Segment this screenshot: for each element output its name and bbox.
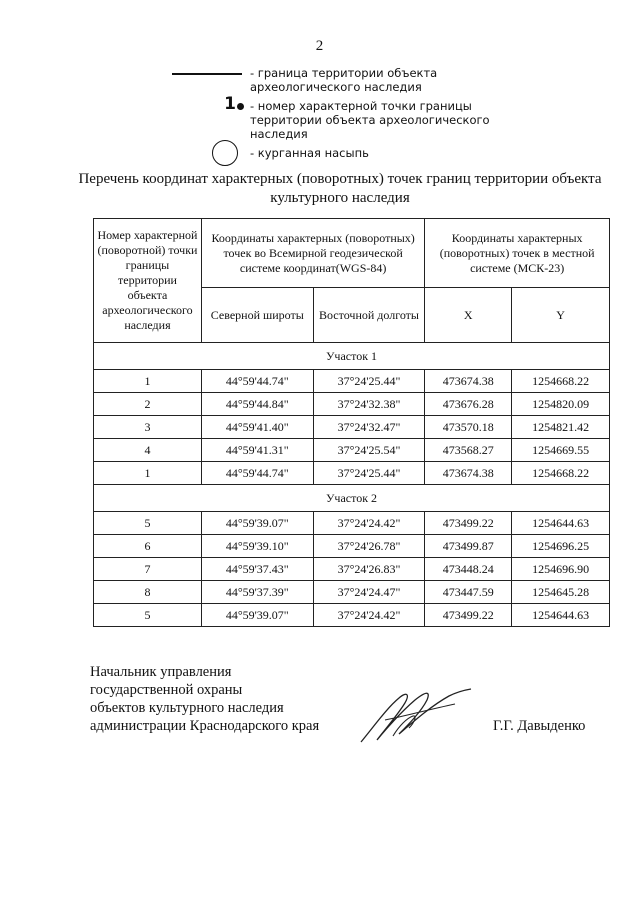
table-body (94, 343, 610, 627)
x-coordinate-cell: 473448.24 (425, 558, 512, 581)
page-number: 2 (315, 38, 324, 54)
table-row (94, 439, 610, 462)
north-latitude-cell: 44°59'41.31" (201, 439, 313, 462)
header-wgs84: Координаты характерных (поворотных) точек во Всемирной геодезической системе координат(WGS-84) (201, 219, 424, 288)
y-coordinate-cell: 1254668.22 (512, 370, 610, 393)
x-coordinate-cell: 473674.38 (425, 370, 512, 393)
east-longitude-cell: 37°24'24.42" (313, 512, 425, 535)
position-line: государственной охраны (90, 682, 243, 698)
header-north-latitude: Северной широты (201, 288, 313, 343)
y-coordinate-cell: 1254645.28 (512, 581, 610, 604)
x-coordinate-cell: 473570.18 (425, 416, 512, 439)
document-title: Перечень координат характерных (поворотных) точек границ территории объекта культурного наследия (78, 171, 602, 206)
point-number-cell: 5 (94, 512, 202, 535)
x-coordinate-cell: 473499.22 (425, 604, 512, 627)
y-coordinate-cell: 1254644.63 (512, 604, 610, 627)
mound-circle-icon (172, 146, 242, 162)
map-legend (172, 66, 532, 165)
east-longitude-cell: 37°24'26.78" (313, 535, 425, 558)
point-marker-icon (172, 94, 242, 115)
north-latitude-cell: 44°59'37.43" (201, 558, 313, 581)
y-coordinate-cell: 1254820.09 (512, 393, 610, 416)
position-line: Начальник управления (90, 664, 232, 680)
legend-text: - граница территории объекта археологического наследия (250, 66, 438, 94)
legend-item-boundary (172, 66, 532, 94)
y-coordinate-cell: 1254696.90 (512, 558, 610, 581)
boundary-line-icon (172, 66, 242, 82)
east-longitude-cell: 37°24'24.42" (313, 604, 425, 627)
north-latitude-cell: 44°59'44.74" (201, 462, 313, 485)
x-coordinate-cell: 473499.22 (425, 512, 512, 535)
east-longitude-cell: 37°24'24.47" (313, 581, 425, 604)
point-marker-label: 1 (224, 94, 236, 114)
x-coordinate-cell: 473499.87 (425, 535, 512, 558)
coordinates-table (93, 218, 610, 627)
table-row (94, 370, 610, 393)
table-row (94, 604, 610, 627)
table-row (94, 393, 610, 416)
handwritten-signature (355, 680, 475, 750)
x-coordinate-cell: 473568.27 (425, 439, 512, 462)
point-number-cell: 7 (94, 558, 202, 581)
legend-text: - номер характерной точки границы территории объекта археологического наследия (250, 99, 490, 141)
y-coordinate-cell: 1254644.63 (512, 512, 610, 535)
section-title: Участок 1 (94, 343, 610, 370)
north-latitude-cell: 44°59'44.84" (201, 393, 313, 416)
signatory-position (90, 663, 319, 735)
y-coordinate-cell: 1254669.55 (512, 439, 610, 462)
position-line: администрации Краснодарского края (90, 718, 320, 734)
north-latitude-cell: 44°59'44.74" (201, 370, 313, 393)
y-coordinate-cell: 1254821.42 (512, 416, 610, 439)
header-msk23: Координаты характерных (поворотных) точек в местной системе (МСК-23) (425, 219, 610, 288)
point-number-cell: 1 (94, 370, 202, 393)
table-row (94, 462, 610, 485)
header-east-longitude: Восточной долготы (313, 288, 425, 343)
east-longitude-cell: 37°24'32.38" (313, 393, 425, 416)
north-latitude-cell: 44°59'39.07" (201, 604, 313, 627)
north-latitude-cell: 44°59'39.10" (201, 535, 313, 558)
legend-text: - курганная насыпь (250, 146, 369, 160)
point-number-cell: 6 (94, 535, 202, 558)
east-longitude-cell: 37°24'25.44" (313, 370, 425, 393)
section-row (94, 485, 610, 512)
header-x: X (425, 288, 512, 343)
table-row (94, 558, 610, 581)
position-line: объектов культурного наследия (90, 700, 284, 716)
y-coordinate-cell: 1254668.22 (512, 462, 610, 485)
east-longitude-cell: 37°24'25.54" (313, 439, 425, 462)
signatory-name: Г.Г. Давыденко (493, 718, 586, 734)
east-longitude-cell: 37°24'26.83" (313, 558, 425, 581)
table-row (94, 581, 610, 604)
header-point-number: Номер характерной (поворотной) точки границы территории объекта археологического наследия (94, 219, 202, 343)
y-coordinate-cell: 1254696.25 (512, 535, 610, 558)
x-coordinate-cell: 473676.28 (425, 393, 512, 416)
east-longitude-cell: 37°24'32.47" (313, 416, 425, 439)
point-number-cell: 2 (94, 393, 202, 416)
point-number-cell: 5 (94, 604, 202, 627)
table-row (94, 535, 610, 558)
x-coordinate-cell: 473674.38 (425, 462, 512, 485)
table-row (94, 512, 610, 535)
east-longitude-cell: 37°24'25.44" (313, 462, 425, 485)
point-number-cell: 4 (94, 439, 202, 462)
legend-item-mound (172, 146, 532, 160)
table-row (94, 416, 610, 439)
section-title: Участок 2 (94, 485, 610, 512)
north-latitude-cell: 44°59'37.39" (201, 581, 313, 604)
north-latitude-cell: 44°59'41.40" (201, 416, 313, 439)
section-row (94, 343, 610, 370)
point-number-cell: 3 (94, 416, 202, 439)
north-latitude-cell: 44°59'39.07" (201, 512, 313, 535)
point-number-cell: 1 (94, 462, 202, 485)
header-y: Y (512, 288, 610, 343)
x-coordinate-cell: 473447.59 (425, 581, 512, 604)
point-number-cell: 8 (94, 581, 202, 604)
legend-item-point (172, 94, 532, 141)
